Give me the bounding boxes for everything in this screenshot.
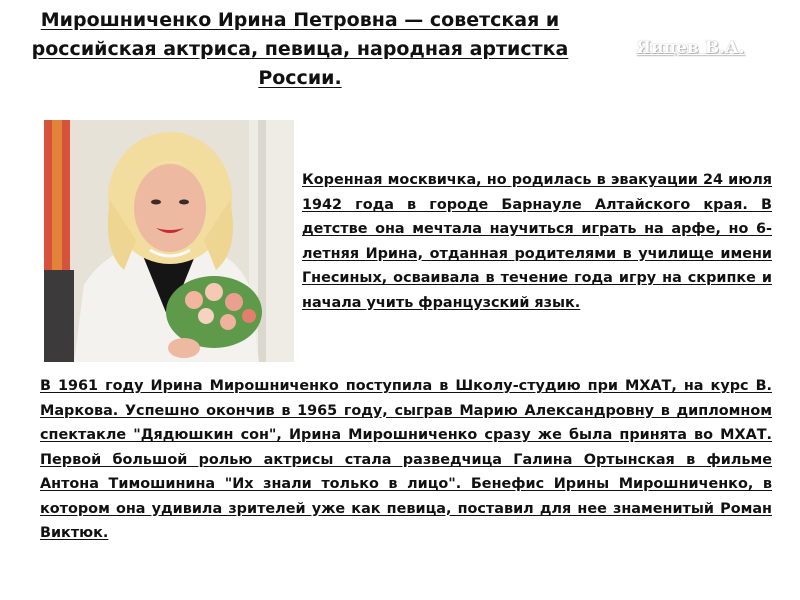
biography-paragraph-early-life: Коренная москвичка, но родилась в эвакуации 24 июля 1942 года в городе Барнауле Алтайского края. В детстве она мечтала научиться играть на арфе, но 6-летняя Ирина, отданная родителями в училище имени Гнесиных, осваивала в течение года игру на скрипке и начала учить французский язык.: [302, 172, 772, 311]
slide-title: Мирошниченко Ирина Петровна — советская и российская актриса, певица, народная артистка России.: [31, 9, 569, 89]
portrait-photo: [44, 120, 294, 362]
portrait-illustration: [44, 120, 294, 362]
author-watermark: Яицев В.А.: [636, 38, 745, 58]
biography-paragraph-career: В 1961 году Ирина Мирошниченко поступила в Школу-студию при МХАТ, на курс В. Маркова. Успешно окончив в 1965 году, сыграв Марию Александровну в дипломном спектакле "Дядюшкин сон", Ирина Мирошниченко сразу же была принята во МХАТ. Первой большой ролью актрисы стала разведчица Галина Ортынская в фильме Антона Тимошинина "Их знали только в лицо". Бенефис Ирины Мирошниченко, в котором она удивила зрителей уже как певица, поставил для нее знаменитый Роман Виктюк.: [40, 378, 772, 541]
